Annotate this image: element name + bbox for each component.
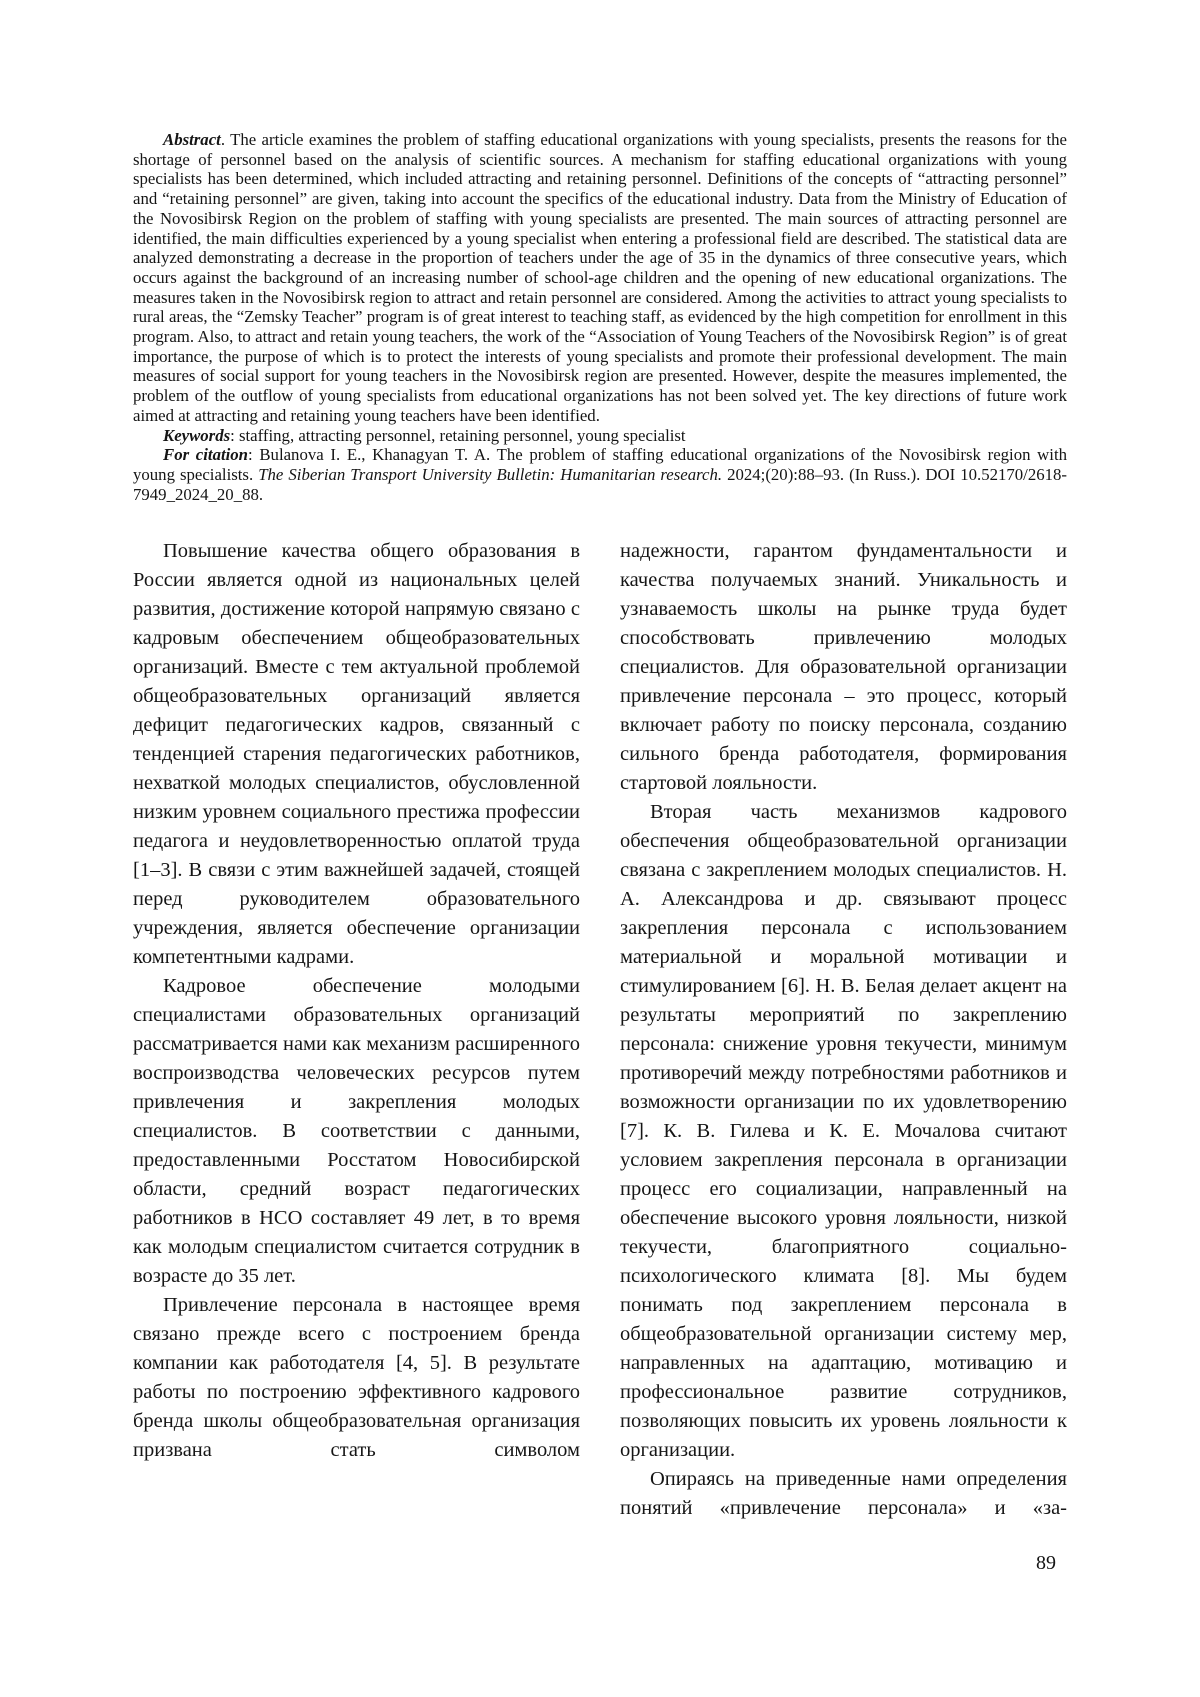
body-paragraph: Привлечение персонала в настоящее время связано прежде всего с построением бренда компании как работодателя [4, 5]. В результате работы по построению эффективного кадрового бренда школы общеобразовательная организация призвана стать символом bbox=[133, 1294, 580, 1462]
citation-paragraph bbox=[133, 445, 1067, 504]
keywords-text: : staffing, attracting personnel, retaining personnel, young specialist bbox=[230, 425, 686, 445]
citation-label: For citation bbox=[163, 445, 249, 465]
body-paragraph: надежности, гарантом фундаментальности и качества получаемых знаний. Уникальность и узнаваемость школы на рынке труда будет способствовать привлечению молодых специалистов. Для образовательной организации привлечение персонала – это процесс, который включает работу по поиску персонала, созданию сильного бренда работодателя, формирования стартовой лояльности. bbox=[620, 540, 1067, 795]
abstract-paragraph bbox=[133, 130, 1067, 426]
abstract-label: Abstract bbox=[163, 130, 221, 149]
body-left-column bbox=[133, 537, 580, 1523]
body-paragraph: Кадровое обеспечение молодыми специалистами образовательных организаций рассматривается нами как механизм расширенного воспроизводства человеческих ресурсов путем привлечения и закрепления молодых специалистов. В соответствии с данными, предоставленными Росстатом Новосибирской области, средний возраст педагогических работников в НСО составляет 49 лет, в то время как молодым специалистом считается сотрудник в возрасте до 35 лет. bbox=[133, 975, 580, 1288]
citation-journal-title: The Siberian Transport University Bulletin: Humanitarian research. bbox=[258, 464, 723, 484]
body-right-column bbox=[620, 537, 1067, 1523]
body-paragraph: Повышение качества общего образования в России является одной из национальных целей развития, достижение которой напрямую связано с кадровым обеспечением общеобразовательных организаций. Вместе с тем актуальной проблемой общеобразовательных организаций является дефицит педагогических кадров, связанный с тенденцией старения педагогических работников, нехваткой молодых специалистов, обусловленной низким уровнем социального престижа профессии педагога и неудовлетворенностью оплатой труда [1–3]. В связи с этим важнейшей задачей, стоящей перед руководителем образовательного учреждения, является обеспечение организации компетентными кадрами. bbox=[133, 540, 580, 969]
document-page bbox=[133, 130, 1067, 1523]
citation-text: : Bulanova I. E., Khanagyan T. A. The problem of staffing educational organizations of the Novosibirsk region with young specialists. bbox=[133, 445, 1067, 484]
keywords-label: Keywords bbox=[163, 425, 231, 445]
abstract-text: . The article examines the problem of staffing educational organizations with young specialists, presents the reasons for the shortage of personnel based on the analysis of scientific sources. A mechanism for staffing educational organizations with young specialists has been determined, which included attracting and retaining personnel. Definitions of the concepts of “attracting personnel” and “retaining personnel” are given, taking into account the specifics of the educational industry. Data from the Ministry of Education of the Novosibirsk Region on the problem of staffing with young specialists are presented. The main sources of attracting personnel are identified, the main difficulties experienced by a young specialist when entering a professional field are described. The statistical data are analyzed demonstrating a decrease in the proportion of teachers under the age of 35 in the dynamics of three consecutive years, which occurs against the background of an increasing number of school-age children and the opening of new educational organizations. The measures taken in the Novosibirsk region to attract and retain personnel are considered. Among the activities to attract young specialists to rural areas, the “Zemsky Teacher” program is of great interest to teaching staff, as evidenced by the high competition for enrollment in this program. Also, to attract and retain young teachers, the work of the “Association of Young Teachers of the Novosibirsk Region” is of great importance, the purpose of which is to protect the interests of young specialists and promote their professional development. The main measures of social support for young teachers in the Novosibirsk region are presented. However, despite the measures implemented, the problem of the outflow of young specialists from educational organizations has not been solved yet. The key directions of future work aimed at attracting and retaining young teachers have been identified. bbox=[133, 130, 1067, 425]
keywords-paragraph bbox=[133, 426, 1067, 446]
front-matter bbox=[133, 130, 1067, 504]
body-columns bbox=[133, 537, 1067, 1523]
page-number: 89 bbox=[1036, 1552, 1056, 1574]
body-paragraph: Опираясь на приведенные нами определения понятий «привлечение персонала» и «за- bbox=[620, 1468, 1067, 1520]
citation-doi-text: 2024;(20):88–93. (In Russ.). DOI 10.52170/2618-7949_2024_20_88. bbox=[133, 464, 1067, 504]
body-paragraph: Вторая часть механизмов кадрового обеспечения общеобразовательной организации связана с закреплением молодых специалистов. Н. А. Александрова и др. связывают процесс закрепления персонала с использованием материальной и моральной мотивации и стимулированием [6]. Н. В. Белая делает акцент на результаты мероприятий по закреплению персонала: снижение уровня текучести, минимум противоречий между потребностями работников и возможности организации по их удовлетворению [7]. К. В. Гилева и К. Е. Мочалова считают условием закрепления персонала в организации процесс его социализации, направленный на обеспечение высокого уровня лояльности, низкой текучести, благоприятного социально-психологического климата [8]. Мы будем понимать под закреплением персонала в общеобразовательной организации систему мер, направленных на адаптацию, мотивацию и профессиональное развитие сотрудников, позволяющих повысить их уровень лояльности к организации. bbox=[620, 801, 1067, 1462]
